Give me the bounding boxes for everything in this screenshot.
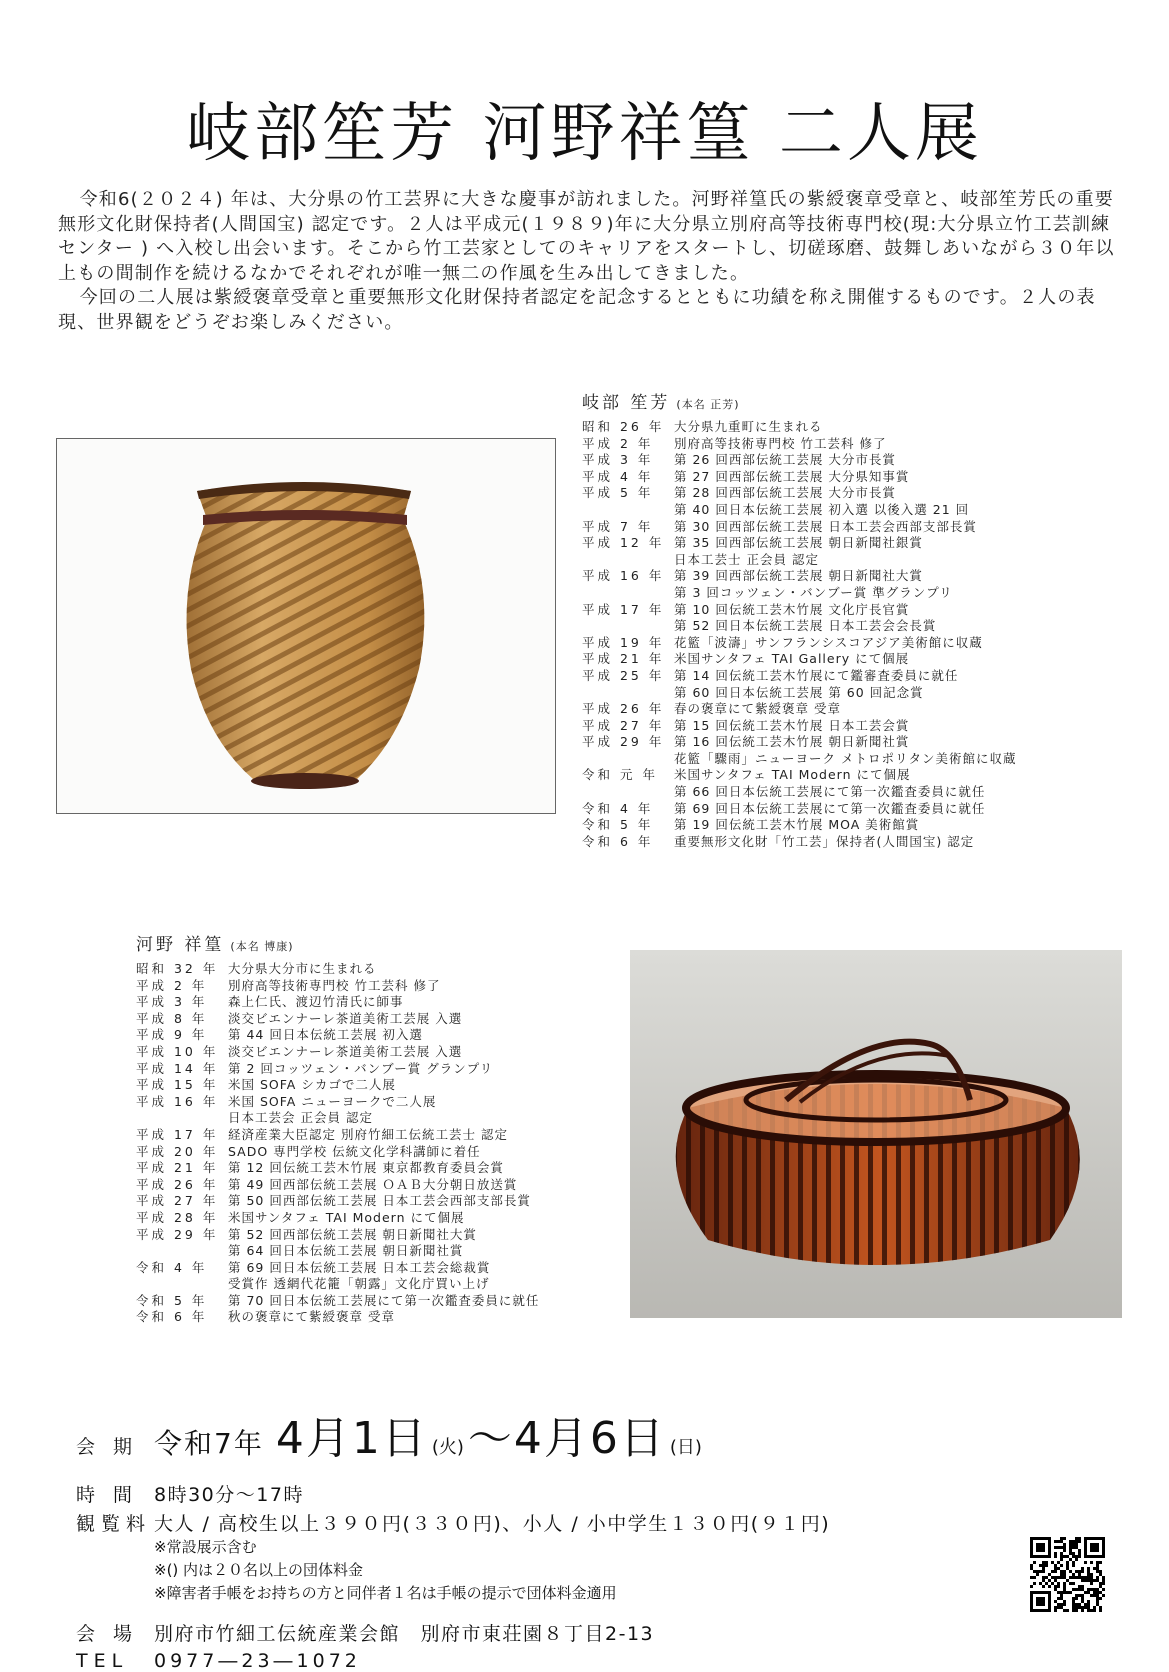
history-row — [136, 1193, 656, 1210]
history-year — [582, 685, 674, 702]
history-year: 令和 6 年 — [136, 1309, 208, 1325]
history-year: 平成 5 年 — [582, 485, 654, 501]
history-year: 令和 5 年 — [136, 1292, 208, 1308]
history-year — [582, 585, 674, 602]
history-text: 花籃「波濤」サンフランシスコアジア美術館に収蔵 — [674, 634, 983, 650]
history-row — [582, 552, 1122, 569]
history-year: 昭和 26 年 — [582, 419, 665, 434]
venue-label: 会 場 — [76, 1623, 139, 1645]
period-end-dow: (日) — [669, 1437, 702, 1458]
fee-note-2: ※() 内は２０名以上の団体料金 — [154, 1561, 364, 1579]
history-year: 平成 28 年 — [136, 1209, 219, 1225]
period-start-dow: (火) — [431, 1437, 464, 1458]
history-year — [136, 1243, 228, 1260]
history-row — [136, 1227, 656, 1244]
history-text: 第 69 回日本伝統工芸展 日本工芸会総裁賞 — [228, 1259, 491, 1275]
history-year: 平成 17 年 — [582, 601, 665, 617]
history-row — [582, 635, 1122, 652]
time-value: 8時30分〜17時 — [154, 1484, 304, 1506]
history-year: 令和 5 年 — [582, 817, 654, 833]
history-text: 別府高等技術専門校 竹工芸科 修了 — [228, 977, 441, 993]
history-year: 令和 6 年 — [582, 833, 654, 849]
history-row — [582, 801, 1122, 818]
history-year: 平成 27 年 — [136, 1193, 219, 1209]
period-end: 4月6日 — [513, 1413, 666, 1464]
history-year: 平成 26 年 — [582, 701, 665, 717]
history-row — [136, 1061, 656, 1078]
fee-note-1: ※常設展示含む — [154, 1538, 257, 1556]
qr-code-icon[interactable] — [1030, 1537, 1105, 1612]
history-text: 春の褒章にて紫綬褒章 受章 — [674, 701, 841, 717]
history-text: 第 52 回日本伝統工芸展 日本工芸会会長賞 — [674, 618, 937, 634]
history-text: 第 35 回西部伝統工芸展 朝日新聞社銀賞 — [674, 535, 923, 551]
history-year — [582, 618, 674, 635]
history-year — [582, 751, 674, 768]
history-row — [582, 568, 1122, 585]
tel-label: TEL — [76, 1650, 129, 1672]
history-text: SADO 専門学校 伝統文化学科講師に着任 — [228, 1143, 481, 1159]
history-row — [582, 485, 1122, 502]
history-text: 第 27 回西部伝統工芸展 大分県知事賞 — [674, 468, 910, 484]
history-text: 第 15 回伝統工芸木竹展 日本工芸会賞 — [674, 717, 910, 733]
artist2-name: 河野 祥篁 — [136, 935, 225, 955]
time-label: 時 間 — [76, 1484, 139, 1506]
history-row — [582, 651, 1122, 668]
intro-paragraph-2: 今回の二人展は紫綬褒章受章と重要無形文化財保持者認定を記念するとともに功績を称え開催するものです。２人の表現、世界観をどうぞお楽しみください。 — [58, 287, 1096, 333]
history-row — [136, 1293, 656, 1310]
history-year: 平成 12 年 — [582, 535, 665, 551]
history-year: 令和 4 年 — [136, 1259, 208, 1275]
history-year: 平成 2 年 — [136, 977, 208, 993]
history-row — [136, 978, 656, 995]
period-start: 4月1日 — [275, 1413, 428, 1464]
history-row — [582, 452, 1122, 469]
history-text: 第 28 回西部伝統工芸展 大分市長賞 — [674, 485, 896, 501]
history-text: 米国 SOFA ニューヨークで二人展 — [228, 1093, 437, 1109]
history-text: 第 39 回西部伝統工芸展 朝日新聞社大賞 — [674, 568, 923, 584]
history-year: 平成 4 年 — [582, 468, 654, 484]
history-text: 米国サンタフェ TAI Modern にて個展 — [674, 767, 911, 783]
artist1-real-name: (本名 正芳) — [676, 398, 740, 411]
history-year: 平成 29 年 — [136, 1226, 219, 1242]
history-year — [582, 784, 674, 801]
history-row — [582, 701, 1122, 718]
history-year: 平成 10 年 — [136, 1043, 219, 1059]
history-row — [136, 994, 656, 1011]
venue-value: 別府市竹細工伝統産業会館 別府市東荘園８丁目2-13 — [154, 1623, 655, 1645]
history-year: 平成 16 年 — [582, 568, 665, 584]
artist1-profile — [582, 388, 1122, 850]
history-year: 平成 2 年 — [582, 435, 654, 451]
history-row — [136, 1011, 656, 1028]
history-text: 第 70 回日本伝統工芸展にて第一次鑑査委員に就任 — [228, 1292, 540, 1308]
history-text: 第 64 回日本伝統工芸展 朝日新聞社賞 — [228, 1243, 464, 1259]
period-label: 会 期 — [76, 1436, 139, 1458]
history-year: 平成 26 年 — [136, 1176, 219, 1192]
history-text: 第 44 回日本伝統工芸展 初入選 — [228, 1027, 423, 1043]
history-year: 平成 19 年 — [582, 634, 665, 650]
history-text: 第 14 回伝統工芸木竹展にて鑑審査委員に就任 — [674, 667, 959, 683]
history-year: 平成 15 年 — [136, 1077, 219, 1093]
history-year: 平成 7 年 — [582, 518, 654, 534]
history-year: 平成 14 年 — [136, 1060, 219, 1076]
artist1-history — [582, 419, 1122, 850]
history-text: 第 40 回日本伝統工芸展 初入選 以後入選 21 回 — [674, 501, 970, 517]
history-row — [136, 1276, 656, 1293]
history-row — [582, 685, 1122, 702]
history-text: 第 19 回伝統工芸木竹展 MOA 美術館賞 — [674, 817, 920, 833]
period-era: 令和7年 — [154, 1427, 264, 1460]
history-row — [136, 961, 656, 978]
history-row — [136, 1260, 656, 1277]
intro-paragraph-1: 令和6(２０２４) 年は、大分県の竹工芸界に大きな慶事が訪れました。河野祥篁氏の紫綬褒章受章と、岐部笙芳氏の重要無形文化財保持者(人間国宝) 認定です。２人は平成元(１９８９)年に大分県立別府高等技術専門校(現:大分県立竹工芸訓練センター ) へ入校し出会います。そこから竹工芸家としてのキャリアをスタートし、切磋琢磨、鼓舞しあいながら３０年以上もの間制作を続けるなかでそれぞれが唯一無二の作風を生み出してきました。 — [58, 189, 1115, 284]
history-row — [582, 502, 1122, 519]
artist2-real-name: (本名 博康) — [230, 940, 294, 953]
history-text: 秋の褒章にて紫綬褒章 受章 — [228, 1309, 395, 1325]
history-text: 第 16 回伝統工芸木竹展 朝日新聞社賞 — [674, 734, 910, 750]
fee-value: 大人 / 高校生以上３９０円(３３０円)、小人 / 小中学生１３０円(９１円) — [154, 1513, 831, 1535]
history-text: 第 12 回伝統工芸木竹展 東京都教育委員会賞 — [228, 1160, 504, 1176]
history-year: 平成 3 年 — [136, 994, 208, 1010]
history-text: 第 52 回西部伝統工芸展 朝日新聞社大賞 — [228, 1226, 477, 1242]
vase-photo — [56, 438, 556, 814]
history-row — [136, 1144, 656, 1161]
history-text: 米国サンタフェ TAI Modern にて個展 — [228, 1209, 465, 1225]
history-text: 花籃「驟雨」ニューヨーク メトロポリタン美術館に収蔵 — [674, 750, 1017, 766]
history-row — [582, 469, 1122, 486]
history-year: 平成 8 年 — [136, 1010, 208, 1026]
history-text: 大分県大分市に生まれる — [228, 961, 377, 976]
history-text: 第 30 回西部伝統工芸展 日本工芸会西部支部長賞 — [674, 518, 977, 534]
history-text: 第 26 回西部伝統工芸展 大分市長賞 — [674, 452, 896, 468]
history-row — [136, 1110, 656, 1127]
history-year: 平成 9 年 — [136, 1027, 208, 1043]
history-year — [136, 1276, 228, 1293]
history-row — [136, 1027, 656, 1044]
history-row — [582, 585, 1122, 602]
history-row — [582, 519, 1122, 536]
artist2-profile — [136, 930, 656, 1326]
history-year: 平成 21 年 — [136, 1160, 219, 1176]
history-text: 日本工芸士 正会員 認定 — [674, 551, 819, 567]
history-year: 平成 21 年 — [582, 651, 665, 667]
history-text: 第 50 回西部伝統工芸展 日本工芸会西部支部長賞 — [228, 1193, 531, 1209]
basket-photo — [630, 950, 1122, 1318]
artist2-history — [136, 961, 656, 1326]
history-year: 平成 29 年 — [582, 734, 665, 750]
history-row — [582, 535, 1122, 552]
artist1-name: 岐部 笙芳 — [582, 393, 671, 413]
history-row — [136, 1210, 656, 1227]
history-row — [582, 734, 1122, 751]
history-year: 平成 27 年 — [582, 717, 665, 733]
history-row — [582, 817, 1122, 834]
fee-note-3: ※障害者手帳をお持ちの方と同伴者１名は手帳の提示で団体料金適用 — [154, 1584, 617, 1602]
history-row — [136, 1177, 656, 1194]
history-row — [582, 602, 1122, 619]
history-row — [582, 419, 1122, 436]
history-year: 平成 20 年 — [136, 1143, 219, 1159]
history-row — [136, 1309, 656, 1326]
history-text: 第 49 回西部伝統工芸展 ＯＡＢ大分朝日放送賞 — [228, 1176, 518, 1192]
history-row — [582, 834, 1122, 851]
history-year: 平成 25 年 — [582, 667, 665, 683]
history-row — [582, 618, 1122, 635]
history-text: 第 66 回日本伝統工芸展にて第一次鑑査委員に就任 — [674, 784, 986, 800]
period-separator: 〜 — [467, 1413, 514, 1464]
history-year — [136, 1110, 228, 1127]
history-text: 受賞作 透網代花籠「朝露」文化庁買い上げ — [228, 1276, 490, 1292]
history-year — [582, 552, 674, 569]
history-row — [582, 436, 1122, 453]
history-row — [136, 1044, 656, 1061]
event-info — [76, 1402, 1076, 1672]
history-text: 第 69 回日本伝統工芸展にて第一次鑑査委員に就任 — [674, 800, 986, 816]
history-year: 平成 3 年 — [582, 452, 654, 468]
history-row — [582, 784, 1122, 801]
fee-label: 観覧料 — [76, 1513, 152, 1535]
history-row — [136, 1127, 656, 1144]
history-year: 令和 4 年 — [582, 800, 654, 816]
history-text: 森上仁氏、渡辺竹清氏に師事 — [228, 994, 404, 1010]
history-row — [136, 1243, 656, 1260]
history-text: 別府高等技術専門校 竹工芸科 修了 — [674, 435, 887, 451]
history-text: 淡交ビエンナーレ茶道美術工芸展 入選 — [228, 1010, 463, 1026]
history-text: 淡交ビエンナーレ茶道美術工芸展 入選 — [228, 1043, 463, 1059]
history-text: 経済産業大臣認定 別府竹細工伝統工芸士 認定 — [228, 1126, 508, 1142]
history-row — [136, 1077, 656, 1094]
history-text: 第 10 回伝統工芸木竹展 文化庁長官賞 — [674, 601, 910, 617]
history-text: 重要無形文化財「竹工芸」保持者(人間国宝) 認定 — [674, 833, 975, 849]
history-year: 昭和 32 年 — [136, 961, 219, 976]
history-text: 第 60 回日本伝統工芸展 第 60 回記念賞 — [674, 684, 924, 700]
history-text: 米国サンタフェ TAI Gallery にて個展 — [674, 651, 910, 667]
history-text: 第 3 回コッツェン・バンブー賞 準グランプリ — [674, 584, 953, 600]
history-text: 日本工芸会 正会員 認定 — [228, 1110, 373, 1126]
history-row — [582, 718, 1122, 735]
tel-value: 0977―23―1072 — [154, 1650, 361, 1672]
history-row — [582, 767, 1122, 784]
exhibition-title: 岐部笙芳 河野祥篁 二人展 — [186, 97, 983, 171]
history-text: 大分県九重町に生まれる — [674, 419, 823, 434]
history-row — [136, 1094, 656, 1111]
history-row — [582, 751, 1122, 768]
history-year: 平成 17 年 — [136, 1126, 219, 1142]
history-text: 米国 SOFA シカゴで二人展 — [228, 1077, 396, 1093]
intro-text — [58, 188, 1118, 335]
history-year: 平成 16 年 — [136, 1093, 219, 1109]
history-row — [582, 668, 1122, 685]
history-row — [136, 1160, 656, 1177]
history-year: 令和 元 年 — [582, 767, 658, 783]
history-year — [582, 502, 674, 519]
history-text: 第 2 回コッツェン・バンブー賞 グランプリ — [228, 1060, 494, 1076]
